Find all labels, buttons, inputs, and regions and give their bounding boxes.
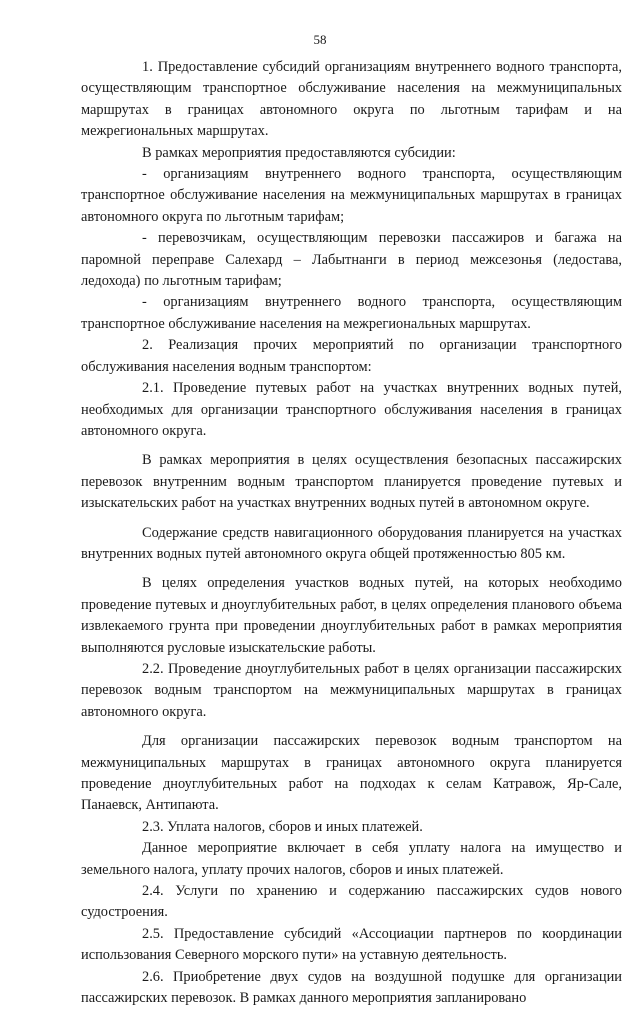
paragraph: 2.5. Предоставление субсидий «Ассоциации партнеров по координации использования Северного морского пути» на уставную деятельность. xyxy=(81,925,622,964)
paragraph: 2.1. Проведение путевых работ на участках внутренних водных путей, необходимых для организации транспортного обслуживания населения в границах автономного округа. xyxy=(81,380,622,439)
paragraph: 2.4. Услуги по хранению и содержанию пассажирских судов нового судостроения. xyxy=(81,883,622,921)
paragraph: - организациям внутреннего водного транспорта, осуществляющим транспортное обслуживание населения на межрегиональных маршрутах. xyxy=(81,294,622,332)
paragraph: 2.3. Уплата налогов, сборов и иных платежей. xyxy=(142,818,423,835)
paragraph: В рамках мероприятия предоставляются субсидии: xyxy=(142,144,456,161)
paragraph: В рамках мероприятия в целях осуществления безопасных пассажирских перевозок внутренним водным транспортом планируется проведение путевых и изыскательских работ на участках внутренних водных путей в автономном округе. xyxy=(81,452,622,512)
paragraph: 1. Предоставление субсидий организациям внутреннего водного транспорта, осуществляющим транспортное обслуживание населения на межмуниципальных маршрутах в границах автономного округа по льготным тарифам и на межрегиональных маршрутах. xyxy=(81,59,622,140)
page-number: 58 xyxy=(313,32,327,47)
paragraph: 2.2. Проведение дноуглубительных работ в целях организации пассажирских перевозок водным транспортом на межмуниципальных маршрутах в границах автономного округа. xyxy=(81,660,622,720)
paragraph: Содержание средств навигационного оборудования планируется на участках внутренних водных путей автономного округа общей протяженностью 805 км. xyxy=(81,524,622,562)
document-body xyxy=(81,57,622,1009)
paragraph: 2.6. Приобретение двух судов на воздушной подушке для организации пассажирских перевозок. В рамках данного мероприятия запланировано xyxy=(81,968,622,1007)
paragraph: - организациям внутреннего водного транспорта, осуществляющим транспортное обслуживание населения на межмуниципальных маршрутах в границах автономного округа по льготным тарифам; xyxy=(81,166,622,225)
paragraph: - перевозчикам, осуществляющим перевозки пассажиров и багажа на паромной переправе Салехард – Лабытнанги в период межсезонья (ледостава, ледохода) по льготным тарифам; xyxy=(81,230,622,290)
paragraph: Для организации пассажирских перевозок водным транспортом на межмуниципальных маршрутах в границах автономного округа планируется проведение дноуглубительных работ на подходах к селам Катравож, Яр-Сале, Панаевск, Антипаюта. xyxy=(81,733,622,814)
paragraph: 2. Реализация прочих мероприятий по организации транспортного обслуживания населения водным транспортом: xyxy=(81,337,622,375)
paragraph: Данное мероприятие включает в себя уплату налога на имущество и земельного налога, уплату прочих налогов, сборов и иных платежей. xyxy=(81,840,622,878)
paragraph: В целях определения участков водных путей, на которых необходимо проведение путевых и дноуглубительных работ, в целях определения планового объема извлекаемого грунта при проведении дноуглубительных работ в рамках мероприятия выполняются русловые изыскательские работы. xyxy=(81,575,622,656)
